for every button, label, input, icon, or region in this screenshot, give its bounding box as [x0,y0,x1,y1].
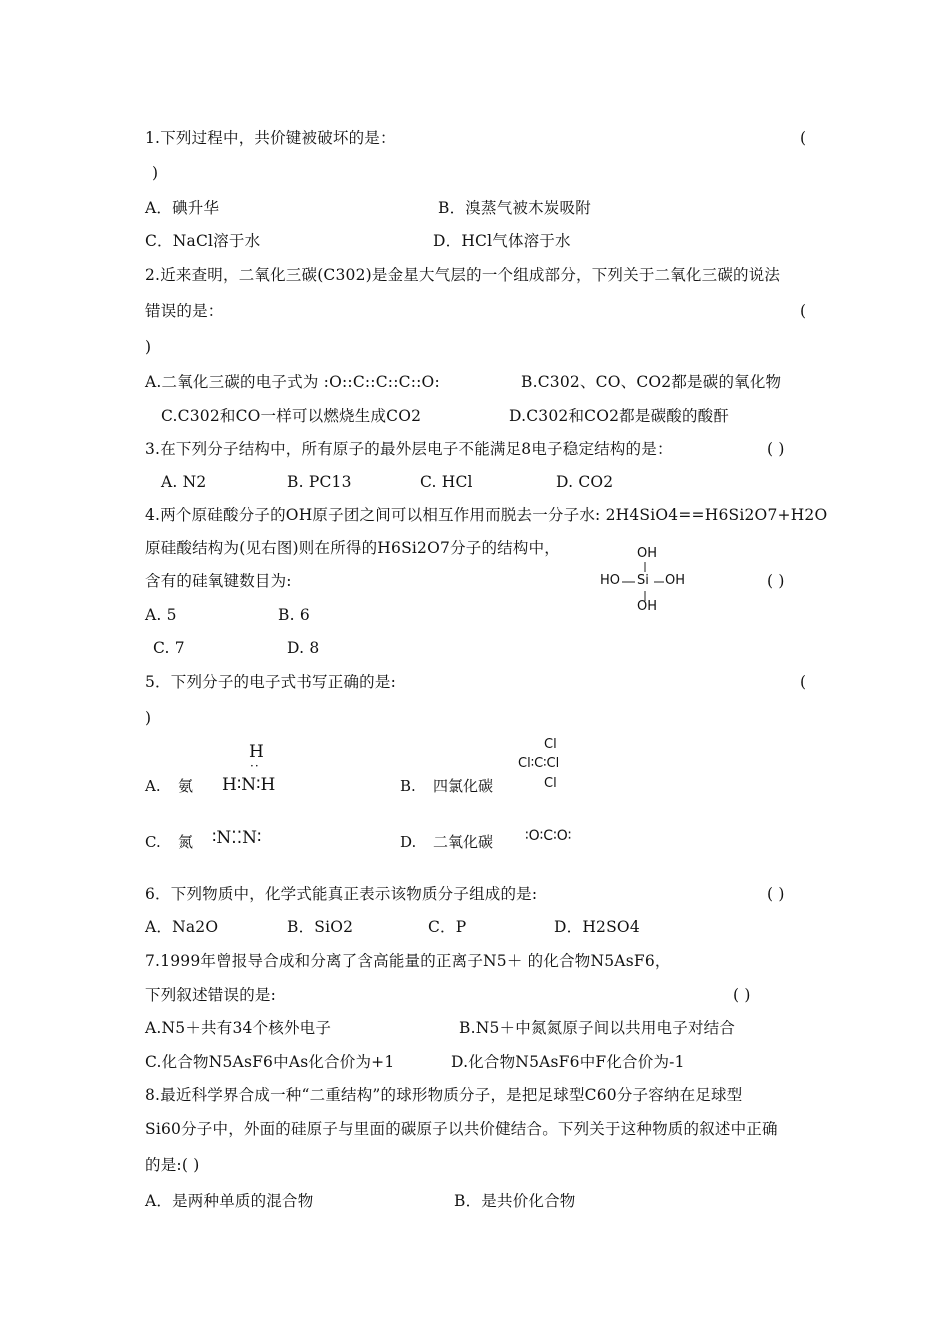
q4-answer-paren: ( ) [767,572,785,590]
q4-stem-line2: 原硅酸结构为(见右图)则在所得的H6Si2O7分子的结构中， [145,539,560,557]
q5-option-d-name: 二氧化碳 [433,833,494,851]
co2-formula: ∶O∶C∶O∶ [525,828,572,844]
q5-option-b-name: 四氯化碳 [433,777,494,795]
q2-stem-line1: 2.近来查明，二氧化三碳(C302)是金星大气层的一个组成部分，下列关于二氧化三碳的说法 [145,266,781,284]
ccl4-middle: Cl∶C∶Cl [518,756,560,771]
q8-stem-line3: 的是:( ) [145,1156,200,1174]
q8-stem-line1: 8.最近科学界合成一种“二重结构”的球形物质分子，是把足球型C60分子容纳在足球型 [145,1086,743,1104]
q3-option-d: D. CO2 [556,473,614,491]
q7-option-c: C.化合物N5AsF6中As化合价为+1 [145,1053,395,1071]
ccl4-cl-top: Cl [544,737,557,752]
ccl4-cl-bottom: Cl [544,776,557,791]
structure-oh-top: OH [637,546,658,561]
q5-paren-open: ( [800,673,807,691]
q4-option-a: A. 5 [145,606,177,624]
q5-option-a-label: A. [145,777,161,795]
structure-si-center: Si [637,573,649,588]
ammonia-formula: H∶N∶H [222,775,276,795]
q5-option-c-name: 氮 [178,833,194,851]
q1-option-b: B．溴蒸气被木炭吸附 [438,199,591,217]
q4-stem-line1: 4.两个原硅酸分子的OH原子团之间可以相互作用而脱去一分子水: 2H4SiO4==H6Si2O7+H2O [145,506,828,524]
structure-ho-left: HO [600,573,621,588]
q3-option-b: B. PC13 [287,473,352,491]
q8-option-b: B．是共价化合物 [454,1192,576,1210]
q5-option-b-label: B. [400,777,416,795]
q2-option-d: D.C302和CO2都是碳酸的酸酐 [509,407,730,425]
q1-paren-open: ( [800,129,807,147]
q7-option-a: A.N5＋共有34个核外电子 [145,1019,332,1037]
q3-stem: 3.在下列分子结构中，所有原子的最外层电子不能满足8电子稳定结构的是： [145,440,673,458]
q1-option-c: C．NaCl溶于水 [145,232,261,250]
q6-answer-paren: ( ) [767,885,785,903]
structure-oh-right: OH [665,573,686,588]
q1-option-a: A．碘升华 [145,199,220,217]
q3-option-c: C. HCl [420,473,473,491]
q1-paren-close: ) [152,164,159,182]
q2-paren-close: ) [145,338,152,356]
q7-stem-line2: 下列叙述错误的是: [145,986,277,1004]
q6-stem: 6．下列物质中，化学式能真正表示该物质分子组成的是: [145,885,538,903]
q7-option-d: D.化合物N5AsF6中F化合价为-1 [451,1053,685,1071]
q4-stem-line3: 含有的硅氧键数目为: [145,572,292,590]
q7-option-b: B.N5＋中氮氮原子间以共用电子对结合 [459,1019,736,1037]
q6-option-b: B．SiO2 [287,918,354,936]
q3-answer-paren: ( ) [767,440,785,458]
structure-bonds [600,540,700,620]
q2-stem-line2: 错误的是： [145,302,224,320]
q7-stem-line1: 7.1999年曾报导合成和分离了含高能量的正离子N5＋ 的化合物N5AsF6， [145,952,671,970]
q2-option-b: B.C302、CO、CO2都是碳的氧化物 [521,373,782,391]
ammonia-dot-pair: ·· [250,759,260,773]
q5-option-d-label: D. [400,833,417,851]
q5-option-a-name: 氨 [178,777,194,795]
q4-option-b: B. 6 [278,606,310,624]
q5-stem: 5．下列分子的电子式书写正确的是: [145,673,396,691]
q6-option-c: C．P [428,918,467,936]
q7-answer-paren: ( ) [733,986,751,1004]
q5-paren-close: ) [145,709,152,727]
q2-option-c: C.C302和CO一样可以燃烧生成CO2 [161,407,422,425]
ammonia-h-top: H [249,742,264,762]
q3-option-a: A. N2 [161,473,207,491]
q1-stem: 1.下列过程中，共价键被破坏的是： [145,129,396,147]
q6-option-d: D．H2SO4 [554,918,640,936]
q8-option-a: A．是两种单质的混合物 [145,1192,314,1210]
q5-option-c-label: C. [145,833,161,851]
q8-stem-line2: Si60分子中，外面的硅原子与里面的碳原子以共价健结合。下列关于这种物质的叙述中正确 [145,1120,778,1138]
q2-option-a: A.二氧化三碳的电子式为 :O::C::C::C::O: [145,373,440,391]
structure-oh-bottom: OH [637,599,658,614]
q1-option-d: D．HCl气体溶于水 [433,232,571,250]
q4-option-c: C. 7 [153,639,185,657]
q4-option-d: D. 8 [287,639,320,657]
q2-paren-open: ( [800,302,807,320]
q6-option-a: A．Na2O [145,918,219,936]
nitrogen-formula: ∶N⁚⁚N∶ [212,828,262,848]
